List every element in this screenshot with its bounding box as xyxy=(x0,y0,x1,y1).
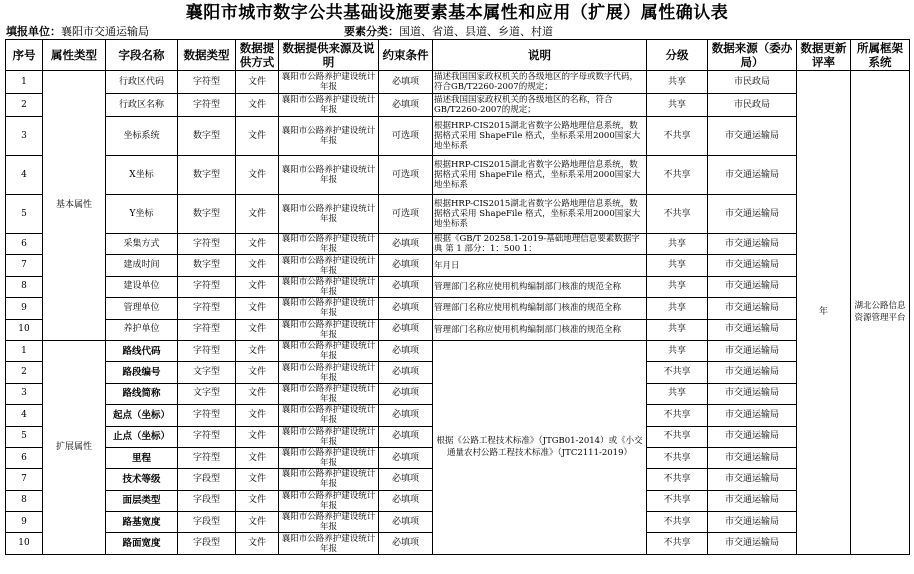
data-type: 字符型 xyxy=(178,426,236,447)
provide-method: 文件 xyxy=(236,276,279,297)
field-name: 起点（坐标） xyxy=(106,405,178,426)
category-value: 国道、省道、县道、乡道、村道 xyxy=(399,25,553,38)
framework-cell: 湖北公路信息资源管理平台 xyxy=(851,71,910,555)
source-dept: 市交通运输局 xyxy=(708,117,797,156)
constraint: 可选项 xyxy=(379,117,433,156)
provide-method: 文件 xyxy=(236,533,279,554)
row-number: 1 xyxy=(6,71,43,94)
table-row xyxy=(6,195,910,234)
provide-method: 文件 xyxy=(236,71,279,94)
data-type: 文字型 xyxy=(178,383,236,404)
data-type: 字符型 xyxy=(178,298,236,319)
provide-method: 文件 xyxy=(236,490,279,511)
provide-source: 襄阳市公路养护建设统计年报 xyxy=(279,319,379,340)
data-type: 字符型 xyxy=(178,71,236,94)
constraint: 必填项 xyxy=(379,490,433,511)
source-dept: 市交通运输局 xyxy=(708,469,797,490)
level: 不共享 xyxy=(647,405,708,426)
data-type: 数字型 xyxy=(178,195,236,234)
table-row xyxy=(6,276,910,297)
level: 共享 xyxy=(647,255,708,276)
source-dept: 市交通运输局 xyxy=(708,255,797,276)
header-cell: 序号 xyxy=(6,40,43,71)
constraint: 必填项 xyxy=(379,94,433,117)
constraint: 必填项 xyxy=(379,298,433,319)
provide-method: 文件 xyxy=(236,383,279,404)
table-row xyxy=(6,340,910,361)
provide-source: 襄阳市公路养护建设统计年报 xyxy=(279,340,379,361)
table-row xyxy=(6,94,910,117)
ext-description-cell: 根据《公路工程技术标准》（JTGB01-2014）或《小交通量农村公路工程技术标准》（JTC2111-2019） xyxy=(433,340,647,554)
field-name: 采集方式 xyxy=(106,234,178,255)
field-name: X坐标 xyxy=(106,156,178,195)
source-dept: 市交通运输局 xyxy=(708,234,797,255)
level: 不共享 xyxy=(647,447,708,468)
source-dept: 市交通运输局 xyxy=(708,383,797,404)
data-type: 数字型 xyxy=(178,117,236,156)
source-dept: 市交通运输局 xyxy=(708,195,797,234)
constraint: 必填项 xyxy=(379,255,433,276)
data-type: 字符型 xyxy=(178,234,236,255)
row-number: 4 xyxy=(6,405,43,426)
field-name: 技术等级 xyxy=(106,469,178,490)
source-dept: 市交通运输局 xyxy=(708,405,797,426)
data-type: 字符型 xyxy=(178,340,236,361)
provide-method: 文件 xyxy=(236,426,279,447)
provide-source: 襄阳市公路养护建设统计年报 xyxy=(279,276,379,297)
header-row xyxy=(6,40,910,71)
row-number: 5 xyxy=(6,195,43,234)
constraint: 可选项 xyxy=(379,156,433,195)
constraint: 必填项 xyxy=(379,405,433,426)
constraint: 必填项 xyxy=(379,340,433,361)
level: 共享 xyxy=(647,276,708,297)
header-cell: 数据提供方式 xyxy=(236,40,279,71)
field-name: 管理单位 xyxy=(106,298,178,319)
data-type: 字符型 xyxy=(178,447,236,468)
table-row xyxy=(6,319,910,340)
provide-method: 文件 xyxy=(236,255,279,276)
row-number: 4 xyxy=(6,156,43,195)
row-number: 2 xyxy=(6,362,43,383)
row-number: 6 xyxy=(6,447,43,468)
header-cell: 约束条件 xyxy=(379,40,433,71)
provide-source: 襄阳市公路养护建设统计年报 xyxy=(279,405,379,426)
field-name: 止点（坐标） xyxy=(106,426,178,447)
data-type: 文字型 xyxy=(178,362,236,383)
table-row xyxy=(6,234,910,255)
header-cell: 字段名称 xyxy=(106,40,178,71)
header-cell: 数据类型 xyxy=(178,40,236,71)
data-type: 字符型 xyxy=(178,276,236,297)
provide-source: 襄阳市公路养护建设统计年报 xyxy=(279,512,379,533)
row-number: 8 xyxy=(6,276,43,297)
source-dept: 市交通运输局 xyxy=(708,447,797,468)
field-name: 里程 xyxy=(106,447,178,468)
row-number: 9 xyxy=(6,298,43,319)
header-cell: 数据来源（委办局） xyxy=(708,40,797,71)
source-dept: 市交通运输局 xyxy=(708,512,797,533)
provide-method: 文件 xyxy=(236,117,279,156)
field-name: 面层类型 xyxy=(106,490,178,511)
level: 共享 xyxy=(647,340,708,361)
provide-method: 文件 xyxy=(236,447,279,468)
source-dept: 市交通运输局 xyxy=(708,533,797,554)
header-cell: 属性类型 xyxy=(43,40,106,71)
table-row xyxy=(6,117,910,156)
row-number: 1 xyxy=(6,340,43,361)
description: 管理部门名称应使用机构编制部门核准的规范全称 xyxy=(433,276,647,297)
constraint: 必填项 xyxy=(379,276,433,297)
description: 管理部门名称应使用机构编制部门核准的规范全称 xyxy=(433,298,647,319)
data-type: 字段型 xyxy=(178,512,236,533)
update-rate-cell: 年 xyxy=(797,71,851,555)
header-cell: 分级 xyxy=(647,40,708,71)
level: 共享 xyxy=(647,319,708,340)
field-name: 路线代码 xyxy=(106,340,178,361)
header-cell: 数据更新评率 xyxy=(797,40,851,71)
level: 不共享 xyxy=(647,490,708,511)
constraint: 可选项 xyxy=(379,195,433,234)
row-number: 7 xyxy=(6,469,43,490)
data-type: 字符型 xyxy=(178,319,236,340)
provide-source: 襄阳市公路养护建设统计年报 xyxy=(279,383,379,404)
provide-method: 文件 xyxy=(236,340,279,361)
constraint: 必填项 xyxy=(379,426,433,447)
provide-source: 襄阳市公路养护建设统计年报 xyxy=(279,490,379,511)
source-dept: 市交通运输局 xyxy=(708,156,797,195)
description: 描述我国国家政权机关的各级地区的字母或数字代码，符合GB/T2260-2007的规定； xyxy=(433,71,647,94)
row-number: 9 xyxy=(6,512,43,533)
provide-method: 文件 xyxy=(236,319,279,340)
field-name: 路段编号 xyxy=(106,362,178,383)
provide-method: 文件 xyxy=(236,362,279,383)
data-type: 字符型 xyxy=(178,405,236,426)
level: 共享 xyxy=(647,383,708,404)
source-dept: 市交通运输局 xyxy=(708,319,797,340)
reporter-label: 填报单位： xyxy=(6,25,61,38)
level: 不共享 xyxy=(647,117,708,156)
source-dept: 市交通运输局 xyxy=(708,340,797,361)
level: 不共享 xyxy=(647,469,708,490)
level: 不共享 xyxy=(647,426,708,447)
row-number: 3 xyxy=(6,383,43,404)
row-number: 6 xyxy=(6,234,43,255)
category-label: 要素分类： xyxy=(344,25,399,38)
constraint: 必填项 xyxy=(379,234,433,255)
level: 共享 xyxy=(647,71,708,94)
data-type: 数字型 xyxy=(178,255,236,276)
source-dept: 市民政局 xyxy=(708,71,797,94)
source-dept: 市交通运输局 xyxy=(708,298,797,319)
provide-source: 襄阳市公路养护建设统计年报 xyxy=(279,362,379,383)
reporter-value: 襄阳市交通运输局 xyxy=(61,25,149,38)
page-title: 襄阳市城市数字公共基础设施要素基本属性和应用（扩展）属性确认表 xyxy=(185,3,729,23)
source-dept: 市民政局 xyxy=(708,94,797,117)
row-number: 3 xyxy=(6,117,43,156)
table-row xyxy=(6,255,910,276)
attribute-table xyxy=(5,39,910,555)
level: 共享 xyxy=(647,234,708,255)
provide-source: 襄阳市公路养护建设统计年报 xyxy=(279,426,379,447)
provide-method: 文件 xyxy=(236,405,279,426)
provide-method: 文件 xyxy=(236,234,279,255)
field-name: 行政区代码 xyxy=(106,71,178,94)
level: 共享 xyxy=(647,298,708,319)
constraint: 必填项 xyxy=(379,319,433,340)
field-name: 建设单位 xyxy=(106,276,178,297)
level: 不共享 xyxy=(647,362,708,383)
field-name: 行政区名称 xyxy=(106,94,178,117)
provide-source: 襄阳市公路养护建设统计年报 xyxy=(279,298,379,319)
description: 描述我国国家政权机关的各级地区的名称，符合GB/T2260-2007的规定； xyxy=(433,94,647,117)
provide-method: 文件 xyxy=(236,469,279,490)
field-name: Y坐标 xyxy=(106,195,178,234)
data-type: 字符型 xyxy=(178,94,236,117)
field-name: 路面宽度 xyxy=(106,533,178,554)
level: 不共享 xyxy=(647,512,708,533)
field-name: 坐标系统 xyxy=(106,117,178,156)
source-dept: 市交通运输局 xyxy=(708,490,797,511)
header-cell: 所属框架系统 xyxy=(851,40,910,71)
provide-source: 襄阳市公路养护建设统计年报 xyxy=(279,156,379,195)
data-type: 字段型 xyxy=(178,490,236,511)
reporter-line xyxy=(6,25,149,38)
description: 年月日 xyxy=(433,255,647,276)
row-number: 2 xyxy=(6,94,43,117)
level: 共享 xyxy=(647,94,708,117)
description: 根据《GB/T 20258.1-2019-基础地理信息要素数据字典 第 1 部分：1：500 1： xyxy=(433,234,647,255)
level: 不共享 xyxy=(647,533,708,554)
provide-source: 襄阳市公路养护建设统计年报 xyxy=(279,234,379,255)
data-type: 数字型 xyxy=(178,156,236,195)
description: 根据HRP-CIS2015湖北省数字公路地理信息系统，数据格式采用 ShapeFile 格式，坐标系采用2000国家大地坐标系 xyxy=(433,156,647,195)
provide-source: 襄阳市公路养护建设统计年报 xyxy=(279,117,379,156)
header-cell: 数据提供来源及说明 xyxy=(279,40,379,71)
provide-source: 襄阳市公路养护建设统计年报 xyxy=(279,533,379,554)
provide-source: 襄阳市公路养护建设统计年报 xyxy=(279,469,379,490)
constraint: 必填项 xyxy=(379,383,433,404)
field-name: 路线简称 xyxy=(106,383,178,404)
constraint: 必填项 xyxy=(379,71,433,94)
description: 根据HRP-CIS2015湖北省数字公路地理信息系统，数据格式采用 ShapeFile 格式，坐标系采用2000国家大地坐标系 xyxy=(433,195,647,234)
row-number: 7 xyxy=(6,255,43,276)
constraint: 必填项 xyxy=(379,533,433,554)
description: 管理部门名称应使用机构编制部门核准的规范全称 xyxy=(433,319,647,340)
field-name: 建成时间 xyxy=(106,255,178,276)
row-number: 10 xyxy=(6,319,43,340)
constraint: 必填项 xyxy=(379,362,433,383)
group-basic-cell: 基本属性 xyxy=(43,71,106,341)
row-number: 5 xyxy=(6,426,43,447)
data-type: 字段型 xyxy=(178,533,236,554)
row-number: 8 xyxy=(6,490,43,511)
table-row xyxy=(6,298,910,319)
provide-source: 襄阳市公路养护建设统计年报 xyxy=(279,71,379,94)
provide-source: 襄阳市公路养护建设统计年报 xyxy=(279,195,379,234)
provide-source: 襄阳市公路养护建设统计年报 xyxy=(279,447,379,468)
row-number: 10 xyxy=(6,533,43,554)
constraint: 必填项 xyxy=(379,512,433,533)
group-ext-cell: 扩展属性 xyxy=(43,340,106,554)
category-line xyxy=(344,25,553,38)
field-name: 养护单位 xyxy=(106,319,178,340)
field-name: 路基宽度 xyxy=(106,512,178,533)
provide-source: 襄阳市公路养护建设统计年报 xyxy=(279,94,379,117)
source-dept: 市交通运输局 xyxy=(708,362,797,383)
provide-method: 文件 xyxy=(236,512,279,533)
description: 根据HRP-CIS2015湖北省数字公路地理信息系统，数据格式采用 ShapeFile 格式，坐标系采用2000国家大地坐标系 xyxy=(433,117,647,156)
provide-method: 文件 xyxy=(236,156,279,195)
header-cell: 说明 xyxy=(433,40,647,71)
data-type: 字段型 xyxy=(178,469,236,490)
table-row xyxy=(6,71,910,94)
provide-method: 文件 xyxy=(236,298,279,319)
provide-method: 文件 xyxy=(236,94,279,117)
level: 不共享 xyxy=(647,195,708,234)
provide-method: 文件 xyxy=(236,195,279,234)
source-dept: 市交通运输局 xyxy=(708,426,797,447)
provide-source: 襄阳市公路养护建设统计年报 xyxy=(279,255,379,276)
source-dept: 市交通运输局 xyxy=(708,276,797,297)
table-row xyxy=(6,156,910,195)
constraint: 必填项 xyxy=(379,447,433,468)
constraint: 必填项 xyxy=(379,469,433,490)
level: 不共享 xyxy=(647,156,708,195)
